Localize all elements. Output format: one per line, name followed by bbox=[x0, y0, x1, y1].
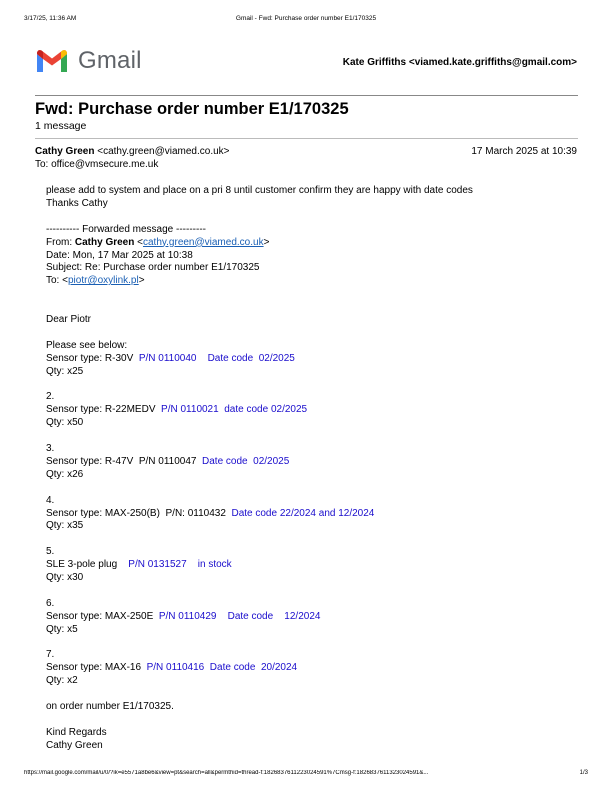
item-5-type: SLE 3-pole plug bbox=[46, 559, 129, 571]
item-1-type: Sensor type: R-30V bbox=[46, 352, 139, 364]
fwd-to-close: > bbox=[138, 275, 145, 287]
gmail-wordmark: Gmail bbox=[78, 47, 142, 74]
item-5-detail: P/N 0131527 in stock bbox=[128, 559, 232, 571]
message-body bbox=[46, 185, 576, 753]
item-6-detail: P/N 0110429 Date code 12/2024 bbox=[158, 610, 321, 622]
item-5-sensor bbox=[46, 559, 576, 572]
forwarded-from bbox=[46, 237, 576, 250]
item-3-qty: Qty: x26 bbox=[46, 468, 84, 480]
item-5-qty: Qty: x30 bbox=[46, 572, 84, 584]
print-timestamp: 3/17/25, 11:36 AM bbox=[24, 15, 77, 22]
account-email: Kate Griffiths <viamed.kate.griffiths@gmail.com> bbox=[342, 57, 577, 68]
item-2-sensor bbox=[46, 404, 576, 417]
sender-email: <cathy.green@viamed.co.uk> bbox=[97, 146, 230, 157]
fwd-from-label: From: bbox=[46, 236, 75, 248]
message-recipient: To: office@vmsecure.me.uk bbox=[35, 159, 159, 170]
print-footer-url: https://mail.google.com/mail/u/0/?ik=e5571a8be6&view=pt&search=all&permthid=thread-f:1826837611223024591%7Cmsg-f:1826837611323024591&... bbox=[24, 770, 429, 776]
item-4-type: Sensor type: MAX-250(B) P/N: 0110432 bbox=[46, 507, 232, 519]
item-1-detail: P/N 0110040 Date code 02/2025 bbox=[138, 352, 295, 364]
item-1-sensor bbox=[46, 353, 576, 366]
print-page-number: 1/3 bbox=[579, 770, 588, 776]
forwarded-date: Date: Mon, 17 Mar 2025 at 10:38 bbox=[46, 249, 193, 261]
item-4-sensor bbox=[46, 508, 576, 521]
order-line: on order number E1/170325. bbox=[46, 701, 174, 713]
item-6-qty: Qty: x5 bbox=[46, 623, 78, 635]
fwd-from-close: > bbox=[263, 236, 270, 248]
item-3-sensor bbox=[46, 456, 576, 469]
item-5-number: 5. bbox=[46, 546, 55, 558]
item-3-detail: Date code 02/2025 bbox=[202, 455, 290, 467]
see-below: Please see below: bbox=[46, 339, 128, 351]
item-2-qty: Qty: x50 bbox=[46, 417, 84, 429]
item-3-type: Sensor type: R-47V P/N 0110047 bbox=[46, 455, 203, 467]
item-7-number: 7. bbox=[46, 649, 55, 661]
item-2-number: 2. bbox=[46, 391, 55, 403]
print-title: Gmail - Fwd: Purchase order number E1/170325 bbox=[235, 15, 377, 22]
item-4-detail: Date code 22/2024 and 12/2024 bbox=[231, 507, 375, 519]
fwd-to-label: To: < bbox=[46, 275, 68, 287]
item-6-sensor bbox=[46, 611, 576, 624]
item-4-number: 4. bbox=[46, 494, 55, 506]
item-7-detail: P/N 0110416 Date code 20/2024 bbox=[146, 662, 298, 674]
item-7-type: Sensor type: MAX-16 bbox=[46, 662, 147, 674]
item-2-type: Sensor type: R-22MEDV bbox=[46, 404, 162, 416]
header-divider bbox=[35, 95, 578, 96]
signature: Cathy Green bbox=[46, 739, 103, 751]
item-6-type: Sensor type: MAX-250E bbox=[46, 610, 159, 622]
sender-name: Cathy Green bbox=[35, 146, 95, 157]
fwd-from-name: Cathy Green bbox=[74, 236, 135, 248]
item-2-detail: P/N 0110021 date code 02/2025 bbox=[161, 404, 308, 416]
item-4-qty: Qty: x35 bbox=[46, 520, 84, 532]
gmail-m-icon[interactable] bbox=[35, 48, 69, 74]
thread-subject: Fwd: Purchase order number E1/170325 bbox=[35, 100, 349, 118]
regards: Kind Regards bbox=[46, 726, 107, 738]
forwarded-to bbox=[46, 275, 576, 288]
item-7-sensor bbox=[46, 662, 576, 675]
greeting: Dear Piotr bbox=[46, 314, 92, 326]
fwd-from-open: < bbox=[134, 236, 143, 248]
body-thanks: Thanks Cathy bbox=[46, 197, 108, 209]
forwarded-marker: ---------- Forwarded message --------- bbox=[46, 223, 206, 235]
item-1-qty: Qty: x25 bbox=[46, 365, 84, 377]
forwarded-subject: Subject: Re: Purchase order number E1/170325 bbox=[46, 262, 260, 274]
fwd-from-email-link[interactable]: cathy.green@viamed.co.uk bbox=[142, 236, 264, 248]
body-intro: please add to system and place on a pri 8 until customer confirm they are happy with date codes bbox=[46, 185, 473, 196]
fwd-to-email-link[interactable]: piotr@oxylink.pl bbox=[67, 275, 139, 287]
item-7-qty: Qty: x2 bbox=[46, 675, 78, 687]
message-date: 17 March 2025 at 10:39 bbox=[471, 146, 577, 157]
message-sender bbox=[35, 146, 230, 157]
item-3-number: 3. bbox=[46, 443, 55, 455]
message-count: 1 message bbox=[35, 120, 87, 132]
thread-divider bbox=[35, 138, 578, 139]
item-6-number: 6. bbox=[46, 597, 55, 609]
